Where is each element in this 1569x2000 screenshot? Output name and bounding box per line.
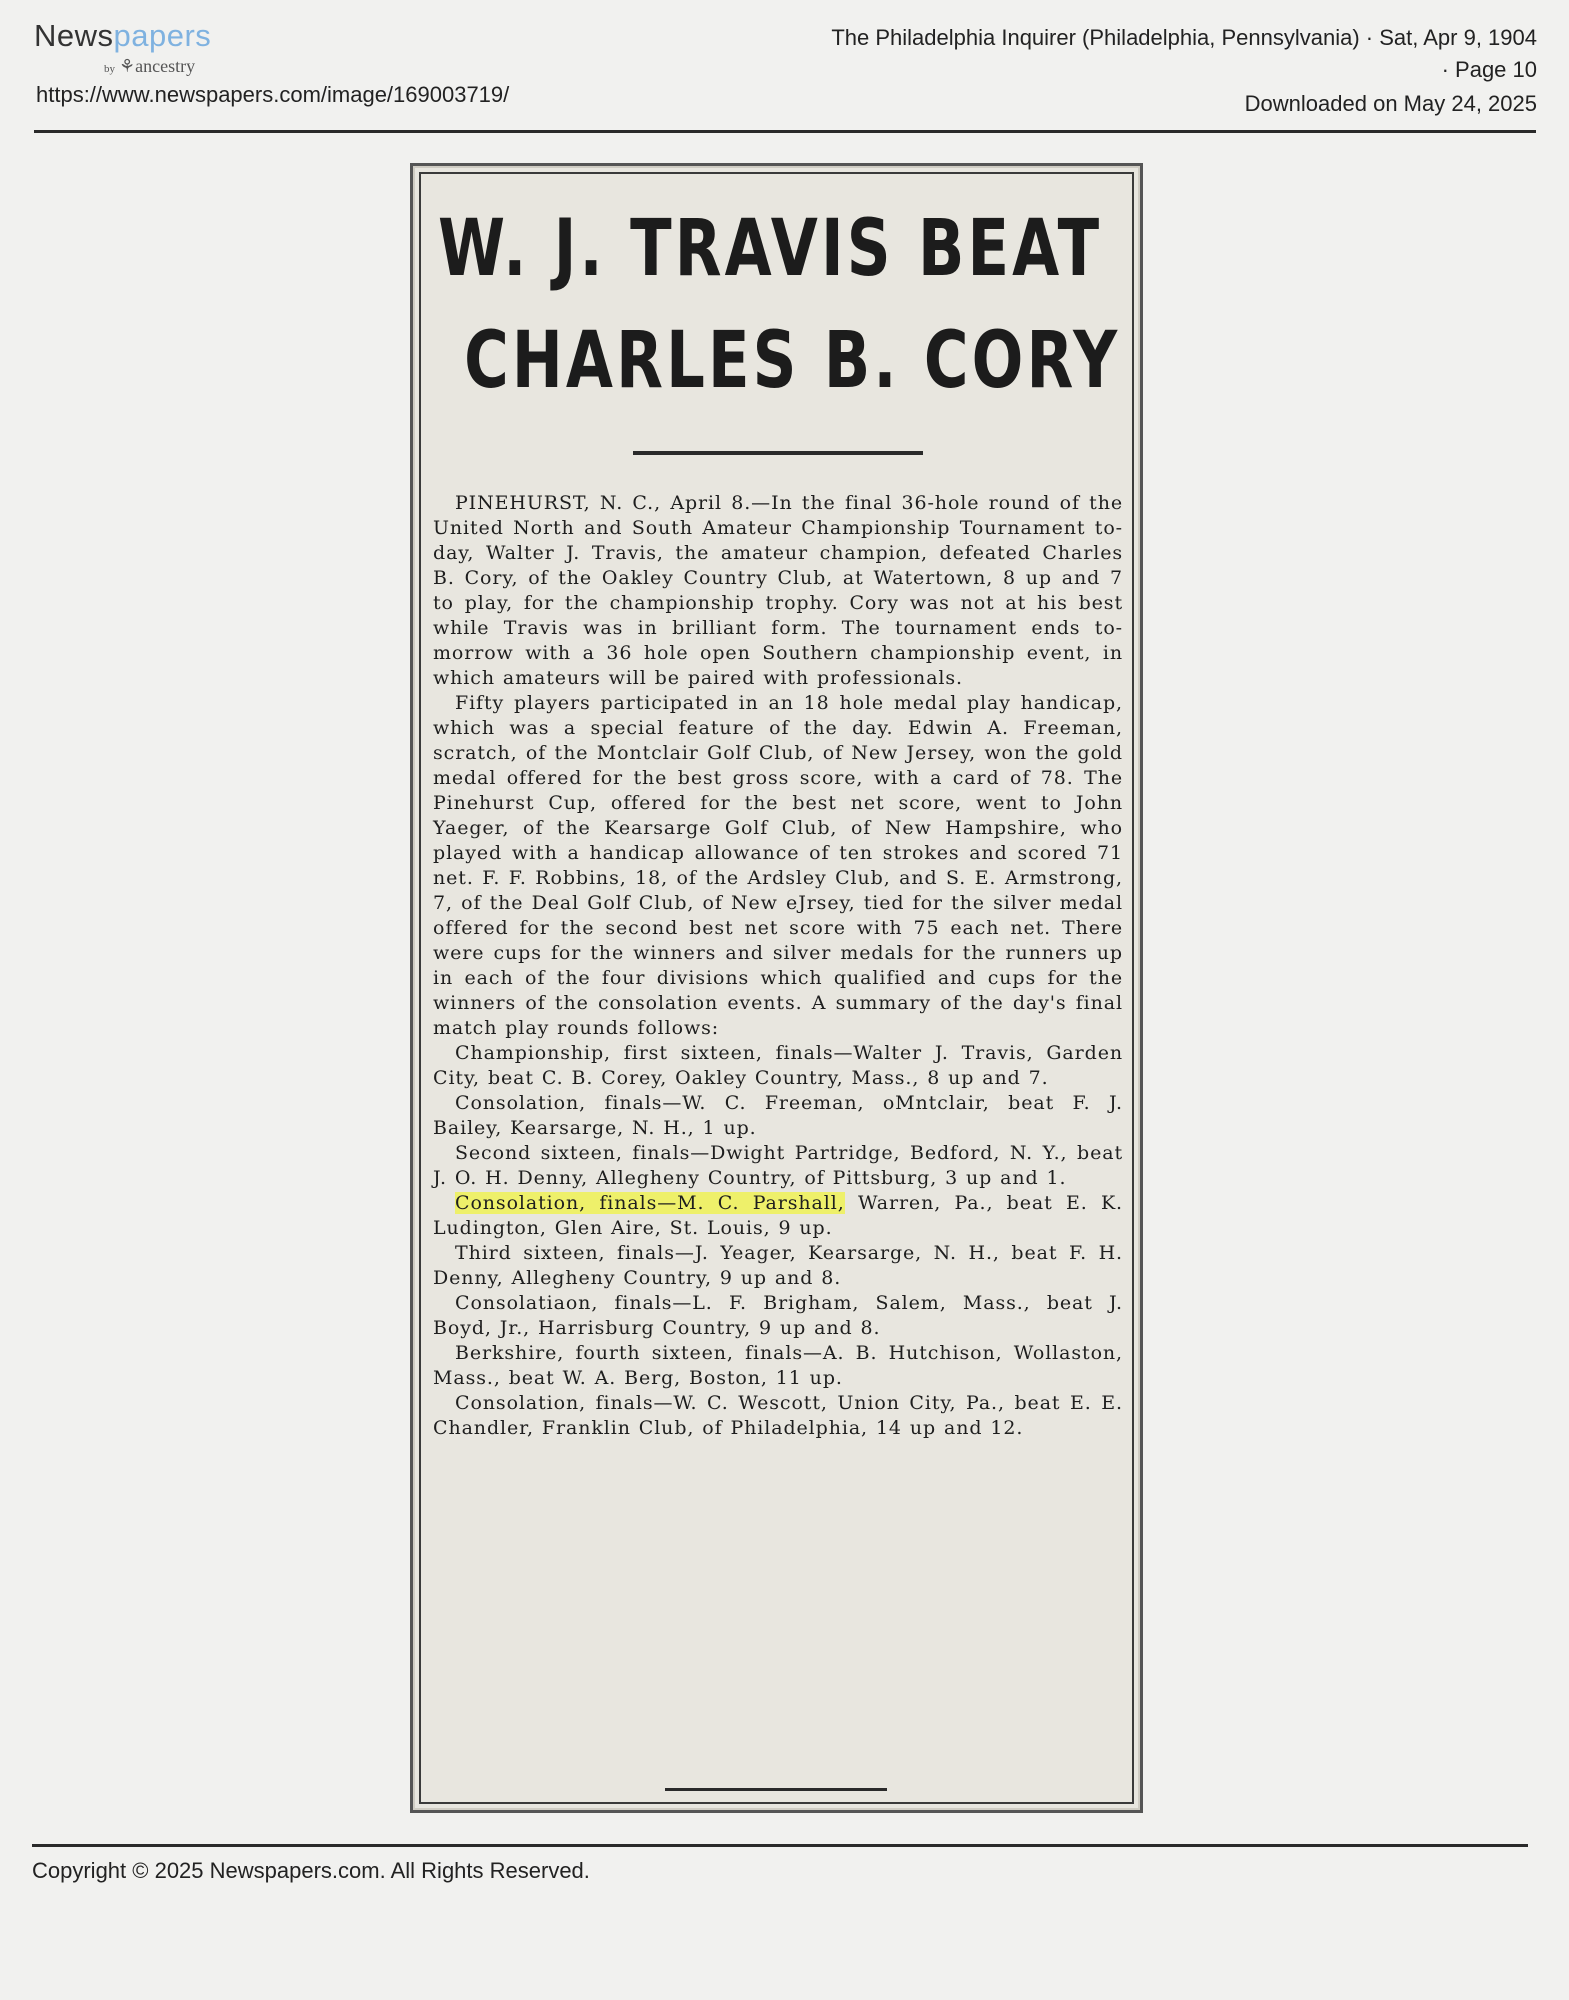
newspapers-logo[interactable] (34, 18, 212, 76)
page-header (0, 0, 1569, 145)
downloaded-date: Downloaded on May 24, 2025 (1244, 91, 1537, 116)
result-paragraph: Championship, first sixteen, finals—Walter J. Travis, Garden City, beat C. B. Corey, Oakley Country, Mass., 8 up and 7. (433, 1042, 1123, 1089)
logo-wordmark: Newspapers (34, 18, 212, 53)
headline-line-2: CHARLES B. CORY (463, 316, 1120, 406)
headline-line-1: W. J. TRAVIS BEAT (438, 204, 1103, 294)
result-paragraph: Consolation, finals—W. C. Freeman, oMntclair, beat F. J. Bailey, Kearsarge, N. H., 1 up. (433, 1092, 1123, 1139)
result-paragraph: Consolation, finals—W. C. Wescott, Union City, Pa., beat E. E. Chandler, Franklin Club, of Philadelphia, 14 up and 12. (433, 1392, 1123, 1439)
publication-title: The Philadelphia Inquirer (Philadelphia, Pennsylvania) · Sat, Apr 9, 1904 (831, 25, 1537, 50)
publication-meta (717, 22, 1537, 120)
highlighted-text: Consolation, finals—M. C. Parshall, (455, 1192, 845, 1214)
article-end-rule (665, 1788, 887, 1791)
headline-rule (633, 451, 923, 455)
copyright-notice: Copyright © 2025 Newspapers.com. All Rights Reserved. (32, 1858, 590, 1883)
newspaper-clipping (410, 163, 1143, 1813)
result-text: Warren, Pa., beat E. K. Ludington, Glen Aire, St. Louis, 9 up. (433, 1192, 1123, 1239)
article-paragraph: Fifty players participated in an 18 hole medal play handicap, which was a special feature of the day. Edwin A. Freeman, scratch, of the Montclair Golf Club, of New Jersey, won the gold medal offered for the best gross score, with a card of 78. The Pinehurst Cup, offered for the best net score, went to John Yaeger, of the Kearsarge Golf Club, of New Hampshire, who played with a handicap allowance of ten strokes and scored 71 net. F. F. Robbins, 18, of the Ardsley Club, and S. E. Armstrong, 7, of the Deal Golf Club, of New eJrsey, tied for the silver medal offered for the second best net score with 75 each net. There were cups for the winners and silver medals for the runners up in each of the four divisions which qualified and cups for the winners of the consolation events. A summary of the day's final match play rounds follows: (433, 692, 1123, 1039)
footer-divider (32, 1844, 1528, 1847)
ancestry-leaf-icon: ⚘ (119, 56, 136, 76)
result-paragraph: Third sixteen, finals—J. Yeager, Kearsarge, N. H., beat F. H. Denny, Allegheny Country, 9 up and 8. (433, 1242, 1123, 1289)
result-paragraph: Berkshire, fourth sixteen, finals—A. B. Hutchison, Wollaston, Mass., beat W. A. Berg, Boston, 11 up. (433, 1342, 1123, 1389)
highlighted-result-paragraph (433, 1191, 1123, 1241)
logo-byline: by ⚘ancestry (104, 56, 196, 76)
article-paragraph: PINEHURST, N. C., April 8.—In the final 36-hole round of the United North and South Amateur Championship Tournament to-day, Walter J. Travis, the amateur champion, defeated Charles B. Cory, of the Oakley Country Club, at Watertown, 8 up and 7 to play, for the championship trophy. Cory was not at his best while Travis was in brilliant form. The tournament ends to-morrow with a 36 hole open Southern championship event, in which amateurs will be paired with professionals. (433, 492, 1123, 689)
header-divider (34, 130, 1536, 133)
source-url[interactable]: https://www.newspapers.com/image/169003719/ (36, 82, 510, 107)
result-paragraph: Second sixteen, finals—Dwight Partridge, Bedford, N. Y., beat J. O. H. Denny, Allegheny Country, of Pittsburg, 3 up and 1. (433, 1142, 1123, 1189)
page-number: · Page 10 (1441, 57, 1537, 82)
result-paragraph: Consolatiaon, finals—L. F. Brigham, Salem, Mass., beat J. Boyd, Jr., Harrisburg Country, 9 up and 8. (433, 1292, 1123, 1339)
article-body (433, 491, 1123, 1441)
